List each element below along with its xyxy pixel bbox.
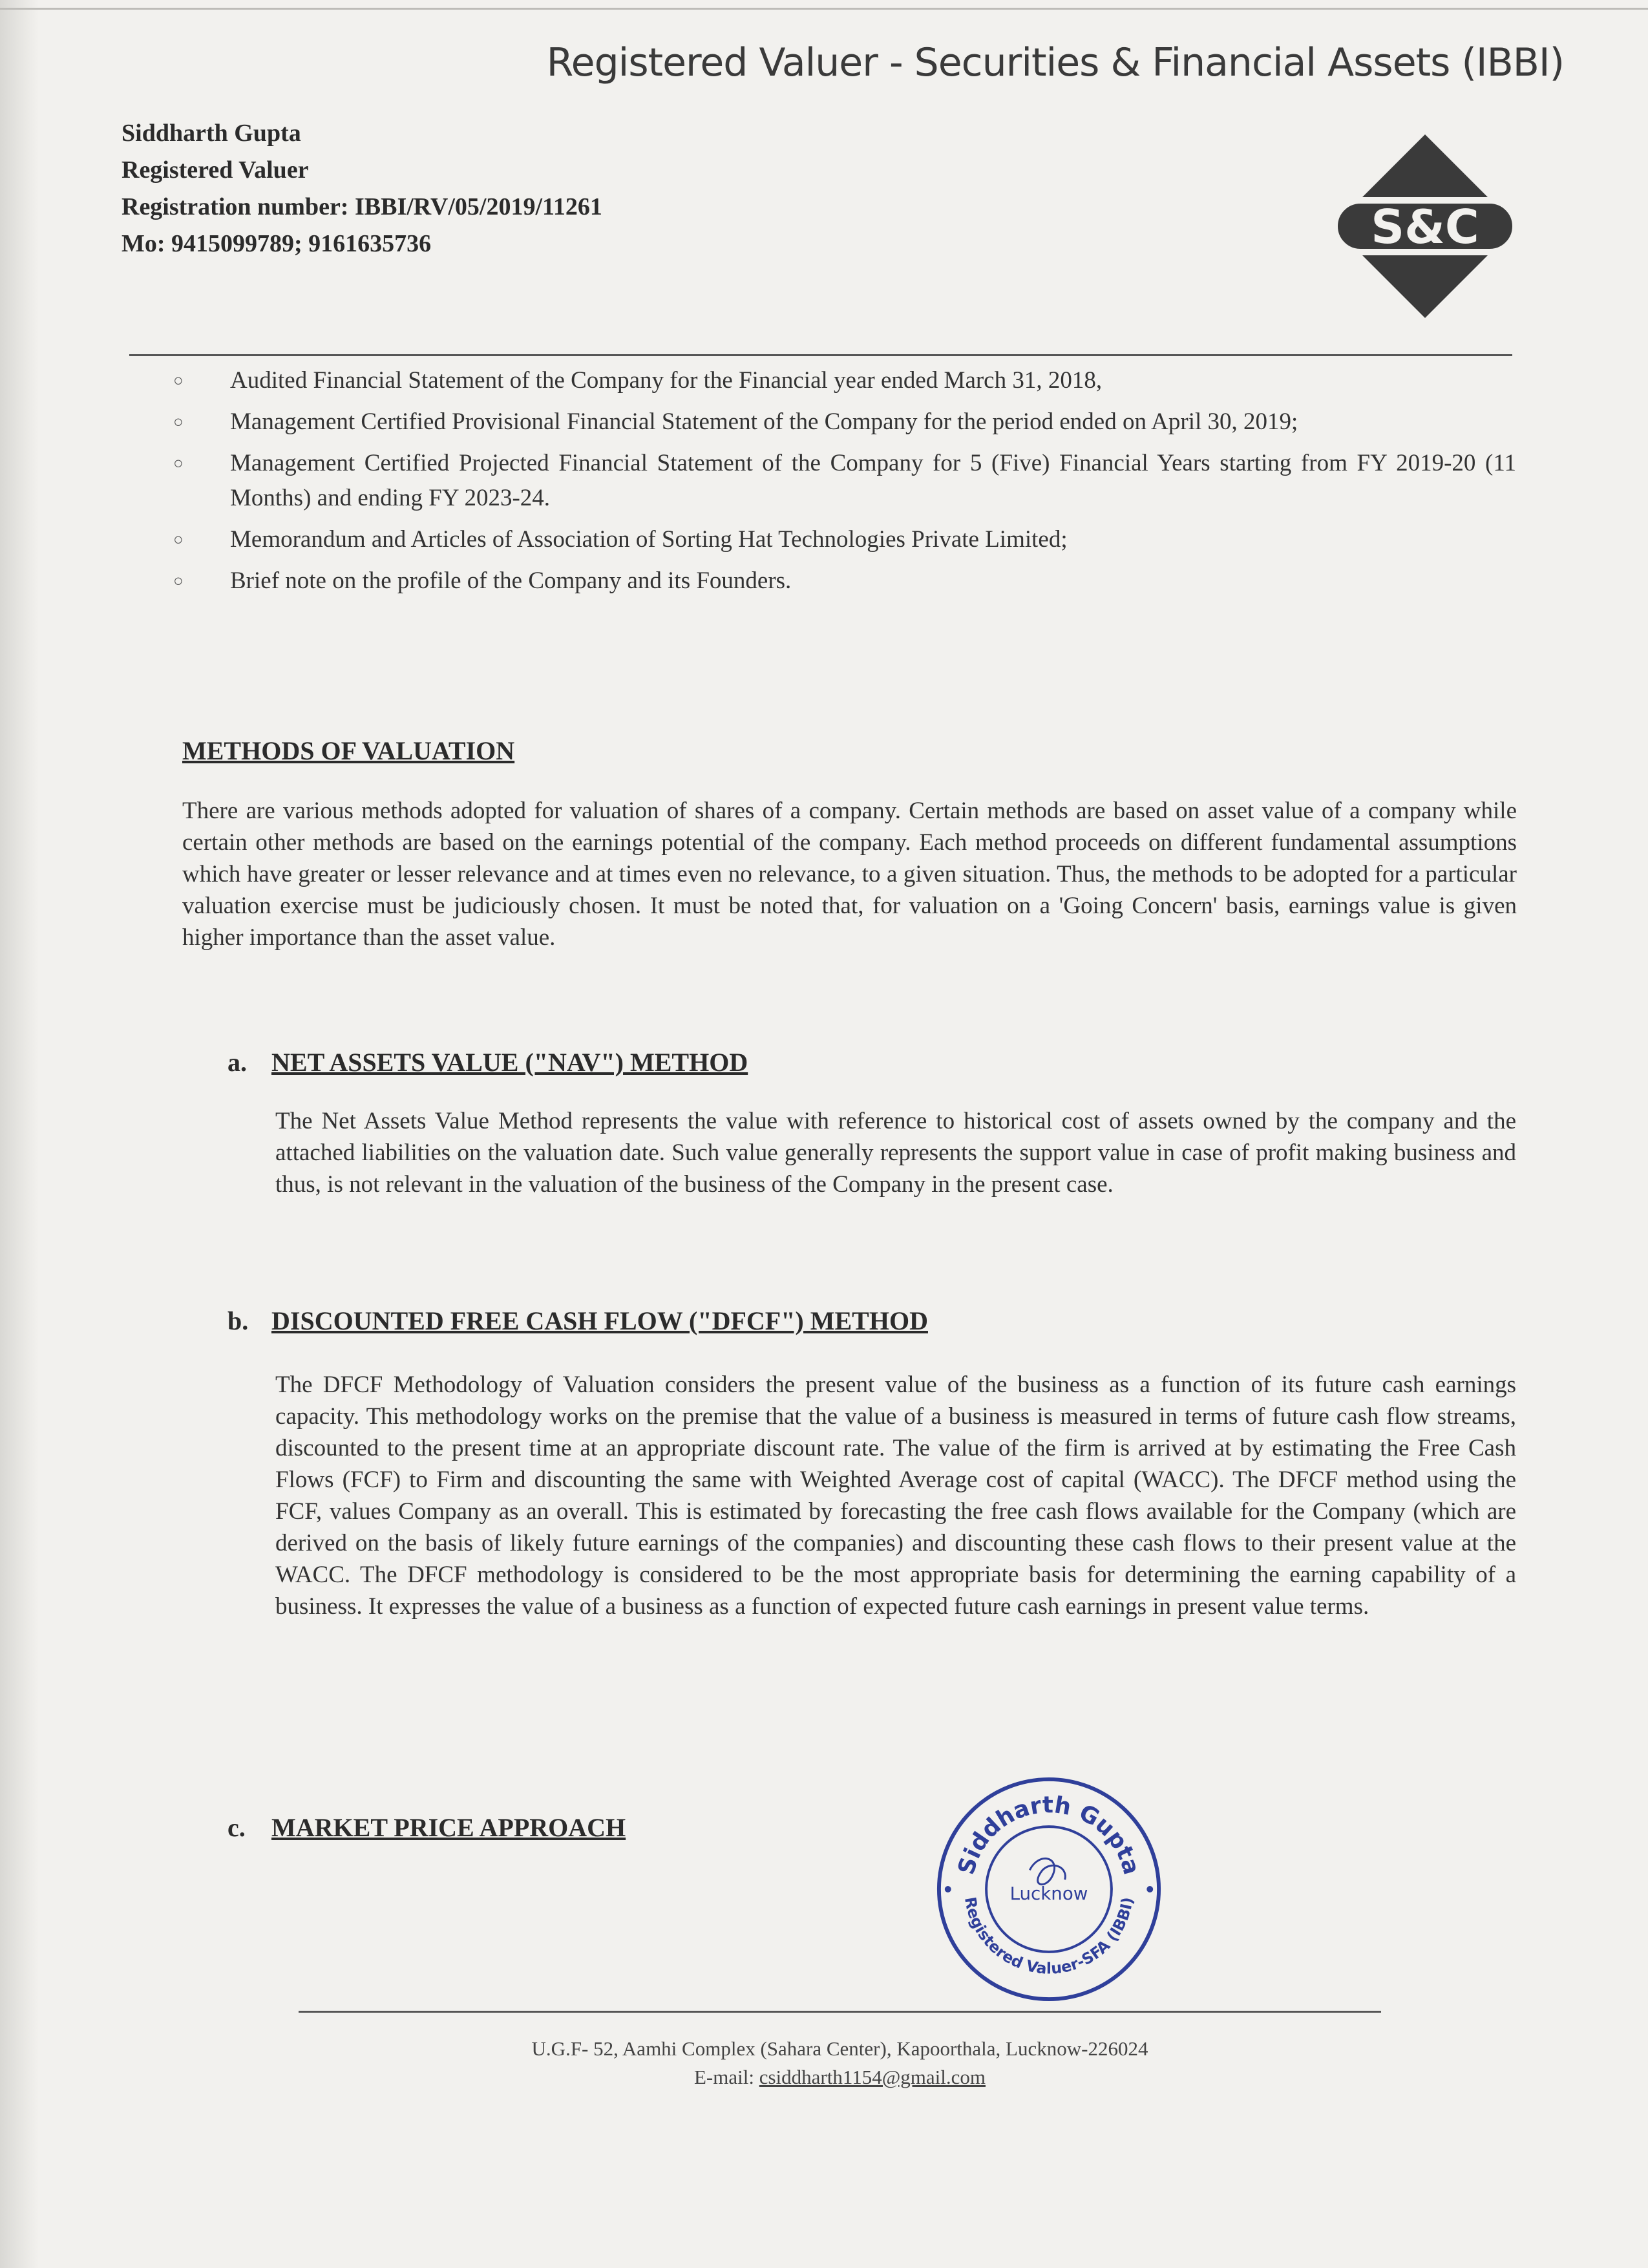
stamp-top-text: Siddharth Gupta	[953, 1792, 1145, 1878]
documents-list	[230, 363, 1516, 605]
method-text-nav: The Net Assets Value Method represents the value with reference to historical cost of assets owned by the company and the attached liabilities on the valuation date. Such value generally represents the support value in case of profit making business and thus, is not relevant in the valuation of the business of the Company in the present case.	[275, 1108, 1516, 1198]
method-heading-market-price	[227, 1812, 626, 1843]
registration-number: Registration number: IBBI/RV/05/2019/11261	[121, 193, 602, 220]
section-heading-methods: METHODS OF VALUATION	[182, 736, 515, 765]
mobile-numbers: Mo: 9415099789; 9161635736	[121, 230, 432, 257]
footer-address: U.G.F- 52, Aamhi Complex (Sahara Center), Kapoorthala, Lucknow-226024	[531, 2037, 1148, 2060]
method-heading-nav	[227, 1047, 748, 1077]
valuer-details	[121, 115, 602, 262]
method-letter: b.	[227, 1306, 249, 1335]
footer-divider	[299, 2011, 1381, 2013]
list-item: ○ Management Certified Provisional Financial Statement of the Company for the period ended on April 30, 2019;	[230, 405, 1516, 440]
letterhead-title: Registered Valuer - Securities & Financial Assets (IBBI)	[546, 40, 1564, 85]
list-item: ○ Management Certified Projected Financial Statement of the Company for 5 (Five) Financial Years starting from FY 2019-20 (11 Months) and ending FY 2023-24.	[230, 446, 1516, 516]
stamp-center-text: Lucknow	[1009, 1882, 1088, 1904]
method-letter: a.	[227, 1048, 247, 1077]
sc-logo	[1328, 129, 1522, 323]
valuer-name: Siddharth Gupta	[121, 120, 301, 147]
email-label: E-mail:	[694, 2066, 754, 2088]
scan-top-edge	[0, 8, 1648, 10]
svg-text:Siddharth Gupta	[953, 1792, 1145, 1878]
list-item: ○ Memorandum and Articles of Association of Sorting Hat Technologies Private Limited;	[230, 522, 1516, 557]
email-link[interactable]: csiddharth1154@gmail.com	[759, 2066, 986, 2088]
method-text-dfcf: The DFCF Methodology of Valuation considers the present value of the business as a function of its future cash earnings capacity. This methodology works on the premise that the value of a business is measured in terms of future cash flow streams, discounted to the present time at an appropriate discount rate. The value of the firm is arrived at by estimating the Free Cash Flows (FCF) to Firm and discounting the same with Weighted Average cost of capital (WACC). The DFCF method using the FCF, values Company as an overall. This is estimated by forecasting the free cash flows available for the Company (which are derived on the basis of likely future earnings of the companies) and discounting these cash flows to their present value at the WACC. The DFCF methodology is considered to be the most appropriate basis for determining the earning capability of a business. It expresses the value of a business as a function of expected future cash earnings in present value terms.	[275, 1372, 1516, 1620]
header-divider	[129, 354, 1512, 356]
footer-email-line	[299, 2063, 1381, 2092]
method-heading-dfcf	[227, 1306, 928, 1336]
method-title: DISCOUNTED FREE CASH FLOW ("DFCF") METHOD	[271, 1306, 928, 1335]
valuer-stamp	[934, 1774, 1164, 2004]
svg-text:Registered Valuer-SFA (IBBI)	[961, 1896, 1137, 1978]
method-letter: c.	[227, 1813, 246, 1842]
methods-intro-paragraph: There are various methods adopted for valuation of shares of a company. Certain methods are based on asset value of a company while certain other methods are based on the earnings potential of the company. Each method proceeds on different fundamental assumptions which have greater or lesser relevance and at times even no relevance, to a given situation. Thus, the methods to be adopted for a particular valuation exercise must be judiciously chosen. It must be noted that, for valuation on a 'Going Concern' basis, earnings value is given higher importance than the asset value.	[182, 798, 1517, 951]
stamp-bottom-text: Registered Valuer-SFA (IBBI)	[960, 1895, 1137, 1978]
stamp-signature	[1030, 1858, 1065, 1884]
scan-shadow	[0, 0, 39, 2268]
list-item: ○ Audited Financial Statement of the Company for the Financial year ended March 31, 2018,	[230, 363, 1516, 398]
logo-text: S&C	[1371, 200, 1479, 254]
method-title: NET ASSETS VALUE ("NAV") METHOD	[271, 1048, 748, 1077]
list-item: ○ Brief note on the profile of the Company and its Founders.	[230, 564, 1516, 599]
valuer-role: Registered Valuer	[121, 156, 309, 184]
footer	[299, 2035, 1381, 2092]
method-title: MARKET PRICE APPROACH	[271, 1813, 626, 1842]
